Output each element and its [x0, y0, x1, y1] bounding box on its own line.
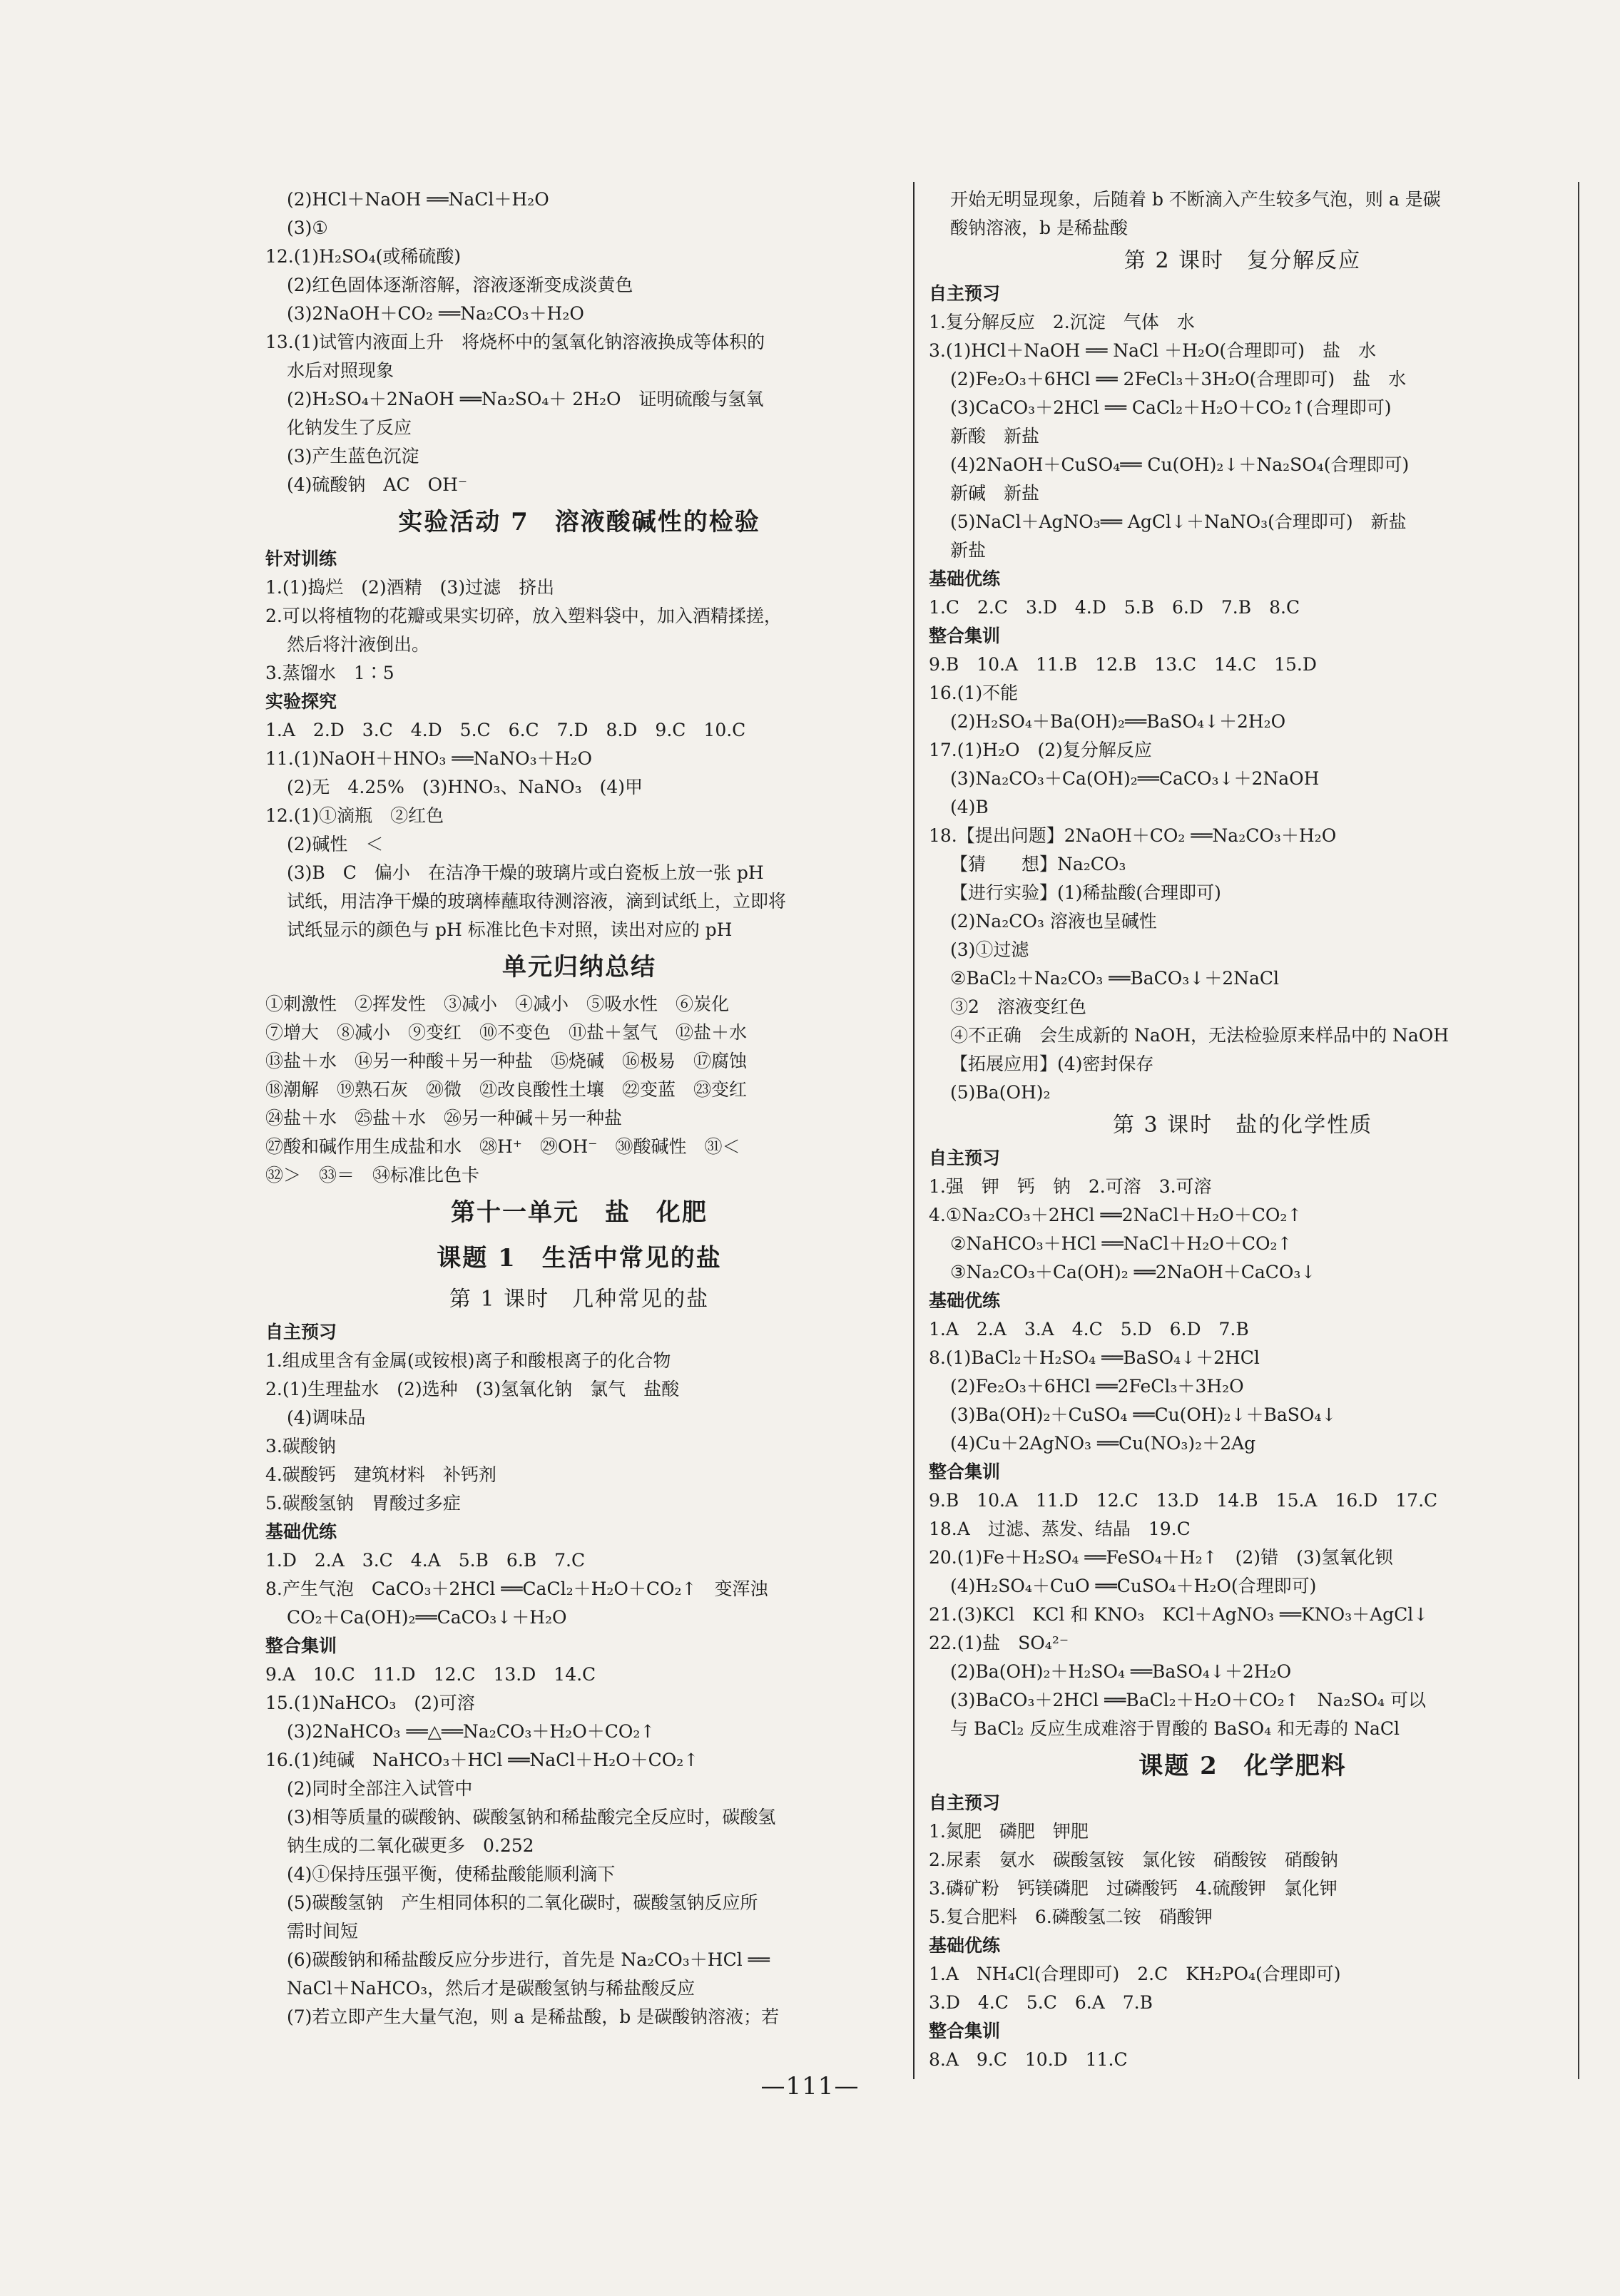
answer-line: (2)Fe₂O₃＋6HCl ══ 2FeCl₃＋3H₂O(合理即可) 盐 水	[950, 369, 1407, 389]
answer-line: 2.可以将植物的花瓣或果实切碎，放入塑料袋中，加入酒精揉搓，	[265, 606, 782, 626]
answer-line: (3)B C 偏小 在洁净干燥的玻璃片或白瓷板上放一张 pH	[287, 862, 764, 883]
answer-line: ②BaCl₂＋Na₂CO₃ ══BaCO₃↓＋2NaCl	[950, 968, 1280, 989]
answer-line: (2)Na₂CO₃ 溶液也呈碱性	[950, 911, 1157, 932]
answer-line: 13.(1)试管内液面上升 将烧杯中的氢氧化钠溶液换成等体积的	[265, 332, 765, 352]
answer-line: ⑱潮解 ⑲熟石灰 ⑳微 ㉑改良酸性土壤 ㉒变蓝 ㉓变红	[265, 1079, 748, 1100]
answer-line: 水后对照现象	[287, 360, 394, 381]
answer-line: ㉗酸和碱作用生成盐和水 ㉘H⁺ ㉙OH⁻ ㉚酸碱性 ㉛＜	[265, 1136, 740, 1157]
answer-line: 【进行实验】(1)稀盐酸(合理即可)	[950, 882, 1221, 903]
answer-line: 开始无明显现象，后随着 b 不断滴入产生较多气泡，则 a 是碳	[950, 189, 1441, 210]
answer-line: (2)Ba(OH)₂＋H₂SO₄ ══BaSO₄↓＋2H₂O	[950, 1661, 1292, 1682]
answer-line: 3.(1)HCl＋NaOH ══ NaCl ＋H₂O(合理即可) 盐 水	[929, 340, 1376, 361]
answer-line: 【猜 想】Na₂CO₃	[950, 854, 1126, 874]
section-title: 第十一单元 盐 化肥	[451, 1198, 708, 1227]
answer-line: 3.磷矿粉 钙镁磷肥 过磷酸钙 4.硫酸钾 氯化钾	[929, 1878, 1338, 1899]
exercise-heading: 自主预习	[929, 1148, 1001, 1168]
exercise-heading: 基础优练	[929, 1290, 1001, 1311]
left-column	[265, 185, 893, 2031]
answer-line: 11.(1)NaOH＋HNO₃ ══NaNO₃＋H₂O	[265, 748, 592, 769]
answer-line: (3)①	[287, 218, 328, 238]
answer-line: 与 BaCl₂ 反应生成难溶于胃酸的 BaSO₄ 和无毒的 NaCl	[950, 1718, 1400, 1739]
answer-line: (3)产生蓝色沉淀	[287, 446, 419, 466]
answer-line: (2)Fe₂O₃＋6HCl ══2FeCl₃＋3H₂O	[950, 1376, 1244, 1397]
answer-line: (4)B	[950, 797, 989, 817]
answer-line: 21.(3)KCl KCl 和 KNO₃ KCl＋AgNO₃ ══KNO₃＋AgCl↓	[929, 1604, 1429, 1625]
answer-line: (2)无 4.25% (3)HNO₃、NaNO₃ (4)甲	[287, 777, 643, 797]
answer-line: (3)相等质量的碳酸钠、碳酸氢钠和稀盐酸完全反应时，碳酸氢	[287, 1807, 776, 1827]
answer-line: ③Na₂CO₃＋Ca(OH)₂ ══2NaOH＋CaCO₃↓	[950, 1262, 1316, 1282]
answer-line: (5)碳酸氢钠 产生相同体积的二氧化碳时，碳酸氢钠反应所	[287, 1892, 758, 1913]
answer-line: 新碱 新盐	[950, 483, 1040, 504]
answer-line: (4)硫酸钠 AC OH⁻	[287, 474, 468, 495]
answer-line: ①刺激性 ②挥发性 ③减小 ④减小 ⑤吸水性 ⑥炭化	[265, 994, 730, 1014]
subsection-title: 第 3 课时 盐的化学性质	[1112, 1113, 1373, 1138]
answer-line: (4)Cu＋2AgNO₃ ══Cu(NO₃)₂＋2Ag	[950, 1433, 1256, 1454]
answer-line: (3)2NaHCO₃ ══△══Na₂CO₃＋H₂O＋CO₂↑	[287, 1721, 656, 1742]
answer-line: (2)碱性 ＜	[287, 834, 384, 854]
answer-line: 9.A 10.C 11.D 12.C 13.D 14.C	[265, 1664, 596, 1685]
answer-line: (3)①过滤	[950, 939, 1029, 960]
answer-line: (3)CaCO₃＋2HCl ══ CaCl₂＋H₂O＋CO₂↑(合理即可)	[950, 397, 1392, 418]
section-title: 实验活动 7 溶液酸碱性的检验	[398, 508, 760, 536]
exercise-heading: 基础优练	[929, 568, 1001, 589]
answer-line: 1.D 2.A 3.C 4.A 5.B 6.B 7.C	[265, 1550, 586, 1571]
answer-line: (2)H₂SO₄＋2NaOH ══Na₂SO₄＋ 2H₂O 证明硫酸与氢氧	[287, 389, 764, 409]
answer-line: (3)BaCO₃＋2HCl ══BaCl₂＋H₂O＋CO₂↑ Na₂SO₄ 可以	[950, 1690, 1426, 1710]
answer-line: 1.强 钾 钙 钠 2.可溶 3.可溶	[929, 1176, 1212, 1197]
answer-line: (3)2NaOH＋CO₂ ══Na₂CO₃＋H₂O	[287, 303, 584, 324]
answer-line: 1.A 2.A 3.A 4.C 5.D 6.D 7.B	[929, 1319, 1249, 1340]
subsection-title: 第 1 课时 几种常见的盐	[449, 1287, 710, 1312]
answer-line: 化钠发生了反应	[287, 417, 412, 438]
answer-line: CO₂＋Ca(OH)₂══CaCO₃↓＋H₂O	[287, 1607, 567, 1628]
answer-line: (3)Na₂CO₃＋Ca(OH)₂══CaCO₃↓＋2NaOH	[950, 768, 1320, 789]
answer-line: 2.尿素 氨水 碳酸氢铵 氯化铵 硝酸铵 硝酸钠	[929, 1849, 1338, 1870]
answer-line: 4.①Na₂CO₃＋2HCl ══2NaCl＋H₂O＋CO₂↑	[929, 1205, 1303, 1225]
answer-line: 16.(1)纯碱 NaHCO₃＋HCl ══NaCl＋H₂O＋CO₂↑	[265, 1750, 699, 1770]
exercise-heading: 基础优练	[265, 1521, 337, 1542]
page-number: —111—	[760, 2072, 860, 2101]
exercise-heading: 实验探究	[265, 691, 337, 712]
exercise-heading: 整合集训	[265, 1636, 337, 1656]
answer-line: (5)Ba(OH)₂	[950, 1082, 1051, 1103]
section-title: 课题 2 化学肥料	[1138, 1752, 1347, 1780]
answer-line: 试纸，用洁净干燥的玻璃棒蘸取待测溶液，滴到试纸上，立即将	[287, 891, 787, 912]
answer-line: 新盐	[950, 540, 987, 561]
answer-line: 22.(1)盐 SO₄²⁻	[929, 1633, 1069, 1653]
exercise-heading: 整合集训	[929, 2021, 1001, 2041]
exercise-heading: 整合集训	[929, 626, 1001, 646]
answer-line: 需时间短	[287, 1921, 359, 1942]
exercise-heading: 针对训练	[265, 549, 337, 569]
answer-line: 钠生成的二氧化碳更多 0.252	[287, 1835, 534, 1856]
answer-line: (6)碳酸钠和稀盐酸反应分步进行，首先是 Na₂CO₃＋HCl ══	[287, 1949, 770, 1970]
answer-line: (2)HCl＋NaOH ══NaCl＋H₂O	[287, 189, 549, 210]
answer-line: ⑬盐＋水 ⑭另一种酸＋另一种盐 ⑮烧碱 ⑯极易 ⑰腐蚀	[265, 1051, 748, 1071]
answer-line: 17.(1)H₂O (2)复分解反应	[929, 740, 1152, 760]
answer-line: 18.【提出问题】2NaOH＋CO₂ ══Na₂CO₃＋H₂O	[929, 825, 1337, 846]
answer-line: 15.(1)NaHCO₃ (2)可溶	[265, 1693, 475, 1713]
exercise-heading: 整合集训	[929, 1461, 1001, 1482]
answer-line: (2)同时全部注入试管中	[287, 1778, 473, 1799]
section-title: 课题 1 生活中常见的盐	[437, 1244, 722, 1272]
answer-line: 16.(1)不能	[929, 683, 1019, 703]
answer-line: (3)Ba(OH)₂＋CuSO₄ ══Cu(OH)₂↓＋BaSO₄↓	[950, 1404, 1337, 1425]
answer-line: 9.B 10.A 11.D 12.C 13.D 14.B 15.A 16.D 17.C	[929, 1490, 1438, 1511]
answer-line: 8.(1)BaCl₂＋H₂SO₄ ══BaSO₄↓＋2HCl	[929, 1347, 1260, 1368]
answer-line: 然后将汁液倒出。	[287, 634, 430, 655]
answer-line: (4)2NaOH＋CuSO₄══ Cu(OH)₂↓＋Na₂SO₄(合理即可)	[950, 454, 1410, 475]
exercise-heading: 自主预习	[929, 283, 1001, 304]
answer-line: ㉜＞ ㉝＝ ㉞标准比色卡	[265, 1165, 480, 1185]
answer-line: NaCl＋NaHCO₃，然后才是碳酸氢钠与稀盐酸反应	[287, 1978, 696, 1999]
answer-line: 2.(1)生理盐水 (2)选种 (3)氢氧化钠 氯气 盐酸	[265, 1379, 680, 1399]
answer-line: ②NaHCO₃＋HCl ══NaCl＋H₂O＋CO₂↑	[950, 1233, 1293, 1254]
section-title: 单元归纳总结	[502, 953, 656, 981]
answer-line: 12.(1)H₂SO₄(或稀硫酸)	[265, 246, 462, 267]
right-column	[929, 185, 1557, 2074]
answer-line: 1.A NH₄Cl(合理即可) 2.C KH₂PO₄(合理即可)	[929, 1964, 1341, 1984]
answer-line: 5.复合肥料 6.磷酸氢二铵 硝酸钾	[929, 1907, 1213, 1927]
answer-line: 18.A 过滤、蒸发、结晶 19.C	[929, 1519, 1191, 1539]
answer-line: ③2 溶液变红色	[950, 996, 1086, 1017]
answer-line: 3.碳酸钠	[265, 1436, 336, 1456]
answer-line: 12.(1)①滴瓶 ②红色	[265, 805, 444, 826]
exercise-heading: 基础优练	[929, 1935, 1001, 1956]
answer-line: 4.碳酸钙 建筑材料 补钙剂	[265, 1464, 496, 1485]
answer-line: 【拓展应用】(4)密封保存	[950, 1053, 1154, 1074]
subsection-title: 第 2 课时 复分解反应	[1124, 248, 1362, 273]
answer-line: (5)NaCl＋AgNO₃══ AgCl↓＋NaNO₃(合理即可) 新盐	[950, 511, 1407, 532]
answer-line: (4)调味品	[287, 1407, 366, 1428]
answer-line: 1.A 2.D 3.C 4.D 5.C 6.C 7.D 8.D 9.C 10.C	[265, 720, 746, 740]
column-divider	[913, 182, 915, 2079]
answer-line: (2)H₂SO₄＋Ba(OH)₂══BaSO₄↓＋2H₂O	[950, 711, 1286, 732]
exercise-heading: 自主预习	[929, 1792, 1001, 1813]
answer-line: 1.组成里含有金属(或铵根)离子和酸根离子的化合物	[265, 1350, 671, 1371]
answer-line: 酸钠溶液，b 是稀盐酸	[950, 218, 1128, 238]
answer-line: 1.C 2.C 3.D 4.D 5.B 6.D 7.B 8.C	[929, 597, 1300, 618]
page-edge-rule	[1578, 182, 1579, 2079]
answer-line: (4)H₂SO₄＋CuO ══CuSO₄＋H₂O(合理即可)	[950, 1576, 1317, 1596]
answer-line: ④不正确 会生成新的 NaOH，无法检验原来样品中的 NaOH	[950, 1025, 1450, 1046]
answer-line: (7)若立即产生大量气泡，则 a 是稀盐酸，b 是碳酸钠溶液；若	[287, 2006, 780, 2027]
answer-line: 试纸显示的颜色与 pH 标准比色卡对照，读出对应的 pH	[287, 919, 733, 940]
answer-line: 1.(1)捣烂 (2)酒精 (3)过滤 挤出	[265, 577, 555, 598]
answer-line: (2)红色固体逐渐溶解，溶液逐渐变成淡黄色	[287, 275, 633, 295]
answer-line: 1.复分解反应 2.沉淀 气体 水	[929, 312, 1195, 332]
answer-line: 8.A 9.C 10.D 11.C	[929, 2049, 1128, 2070]
answer-line: 8.产生气泡 CaCO₃＋2HCl ══CaCl₂＋H₂O＋CO₂↑ 变浑浊	[265, 1578, 768, 1599]
answer-line: (4)①保持压强平衡，使稀盐酸能顺利滴下	[287, 1864, 616, 1884]
answer-line: 新酸 新盐	[950, 426, 1040, 447]
answer-line: 5.碳酸氢钠 胃酸过多症	[265, 1493, 461, 1514]
answer-line: ⑦增大 ⑧减小 ⑨变红 ⑩不变色 ⑪盐＋氢气 ⑫盐＋水	[265, 1022, 748, 1043]
answer-line: ㉔盐＋水 ㉕盐＋水 ㉖另一种碱＋另一种盐	[265, 1108, 623, 1128]
exercise-heading: 自主预习	[265, 1322, 337, 1342]
answer-line: 3.D 4.C 5.C 6.A 7.B	[929, 1992, 1153, 2013]
answer-line: 20.(1)Fe＋H₂SO₄ ══FeSO₄＋H₂↑ (2)错 (3)氢氧化钡	[929, 1547, 1393, 1568]
answer-line: 9.B 10.A 11.B 12.B 13.C 14.C 15.D	[929, 654, 1317, 675]
answer-line: 3.蒸馏水 1∶5	[265, 663, 394, 683]
answer-line: 1.氮肥 磷肥 钾肥	[929, 1821, 1089, 1842]
